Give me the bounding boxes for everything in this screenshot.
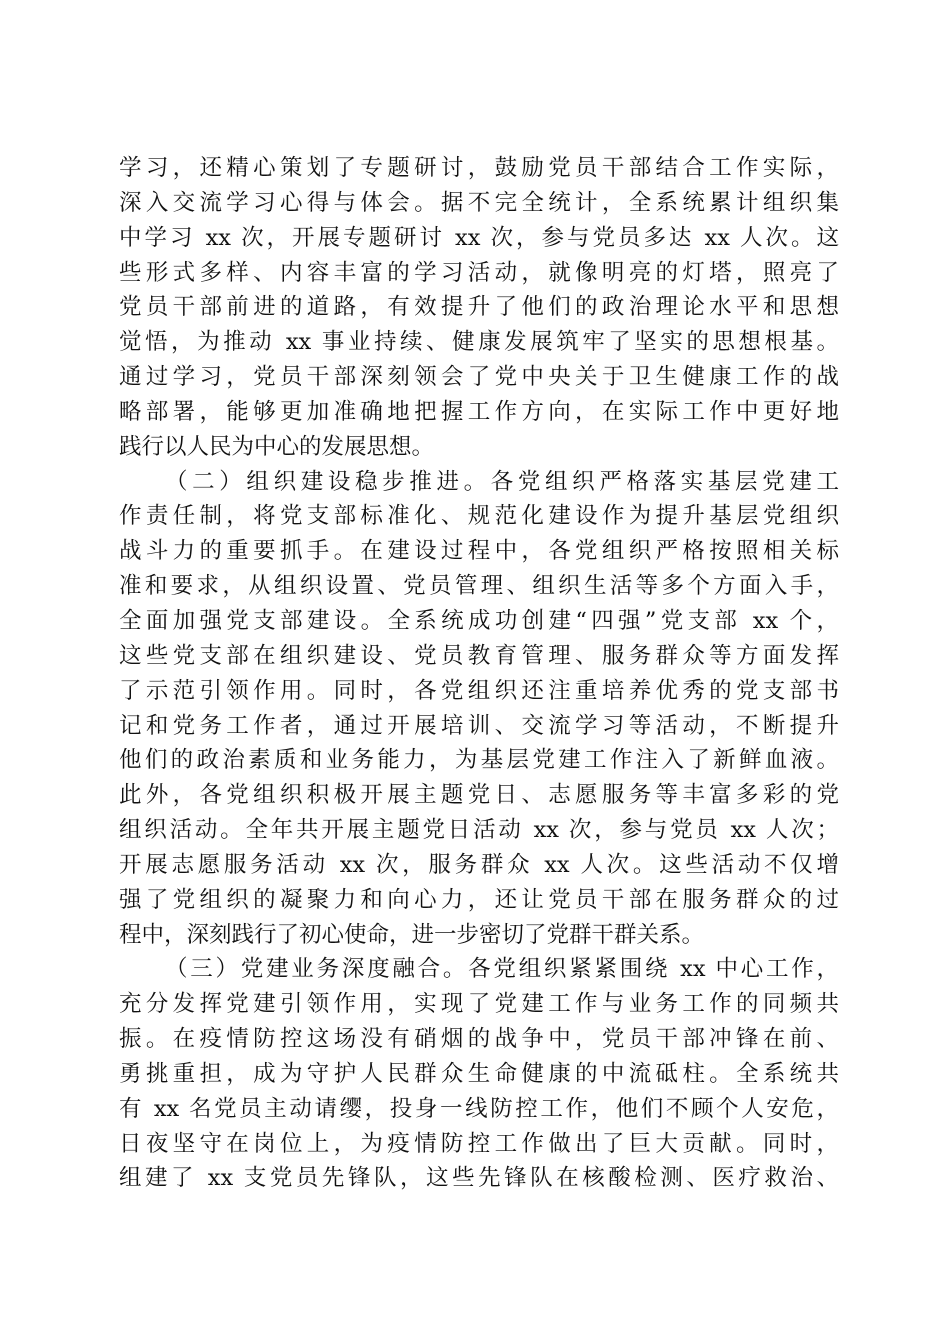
text-line: 组建了 xx 支党员先锋队，这些先锋队在核酸检测、医疗救治、 xyxy=(119,1165,839,1192)
text-line: 党员干部前进的道路，有效提升了他们的政治理论水平和思想 xyxy=(119,294,839,321)
text-line: 准和要求，从组织设置、党员管理、组织生活等多个方面入手， xyxy=(119,573,839,600)
text-line: 振。在疫情防控这场没有硝烟的战争中，党员干部冲锋在前、 xyxy=(119,1026,839,1053)
paragraph-end-line: 践行以人民为中心的发展思想。 xyxy=(119,433,435,460)
text-line: 略部署，能够更加准确地把握工作方向，在实际工作中更好地 xyxy=(119,398,839,425)
section-heading-line: （二）组织建设稳步推进。各党组织严格落实基层党建工 xyxy=(165,468,839,495)
text-line: 全面加强党支部建设。全系统成功创建“四强”党支部 xx 个， xyxy=(119,607,839,634)
section-heading-line: （三）党建业务深度融合。各党组织紧紧围绕 xx 中心工作， xyxy=(165,956,839,983)
text-line: 组织活动。全年共开展主题党日活动 xx 次，参与党员 xx 人次； xyxy=(119,817,839,844)
text-line: 战斗力的重要抓手。在建设过程中，各党组织严格按照相关标 xyxy=(119,538,839,565)
text-line: 这些党支部在组织建设、党员教育管理、服务群众等方面发挥 xyxy=(119,642,839,669)
text-line: 觉悟，为推动 xx 事业持续、健康发展筑牢了坚实的思想根基。 xyxy=(119,329,839,356)
text-line: 中学习 xx 次，开展专题研讨 xx 次，参与党员多达 xx 人次。这 xyxy=(119,224,839,251)
text-line: 记和党务工作者，通过开展培训、交流学习等活动，不断提升 xyxy=(119,712,839,739)
body-text xyxy=(119,151,839,1196)
text-line: 有 xx 名党员主动请缨，投身一线防控工作，他们不顾个人安危， xyxy=(119,1095,839,1122)
text-line: 开展志愿服务活动 xx 次，服务群众 xx 人次。这些活动不仅增 xyxy=(119,851,839,878)
text-line: 作责任制，将党支部标准化、规范化建设作为提升基层党组织 xyxy=(119,503,839,530)
text-line: 强了党组织的凝聚力和向心力，还让党员干部在服务群众的过 xyxy=(119,886,839,913)
paragraph-end-line: 程中，深刻践行了初心使命，进一步密切了党群干群关系。 xyxy=(119,921,705,948)
text-line: 学习，还精心策划了专题研讨，鼓励党员干部结合工作实际， xyxy=(119,155,839,181)
text-line: 他们的政治素质和业务能力，为基层党建工作注入了新鲜血液。 xyxy=(119,747,839,774)
text-line: 了示范引领作用。同时，各党组织还注重培养优秀的党支部书 xyxy=(119,677,839,704)
text-line: 勇挑重担，成为守护人民群众生命健康的中流砥柱。全系统共 xyxy=(119,1060,839,1087)
text-line: 通过学习，党员干部深刻领会了党中央关于卫生健康工作的战 xyxy=(119,364,839,391)
text-line: 日夜坚守在岗位上，为疫情防控工作做出了巨大贡献。同时， xyxy=(119,1130,839,1157)
text-line: 深入交流学习心得与体会。据不完全统计，全系统累计组织集 xyxy=(119,189,839,216)
text-line: 充分发挥党建引领作用，实现了党建工作与业务工作的同频共 xyxy=(119,991,839,1018)
text-line: 些形式多样、内容丰富的学习活动，就像明亮的灯塔，照亮了 xyxy=(119,259,839,286)
text-line: 此外，各党组织积极开展主题党日、志愿服务等丰富多彩的党 xyxy=(119,782,839,809)
